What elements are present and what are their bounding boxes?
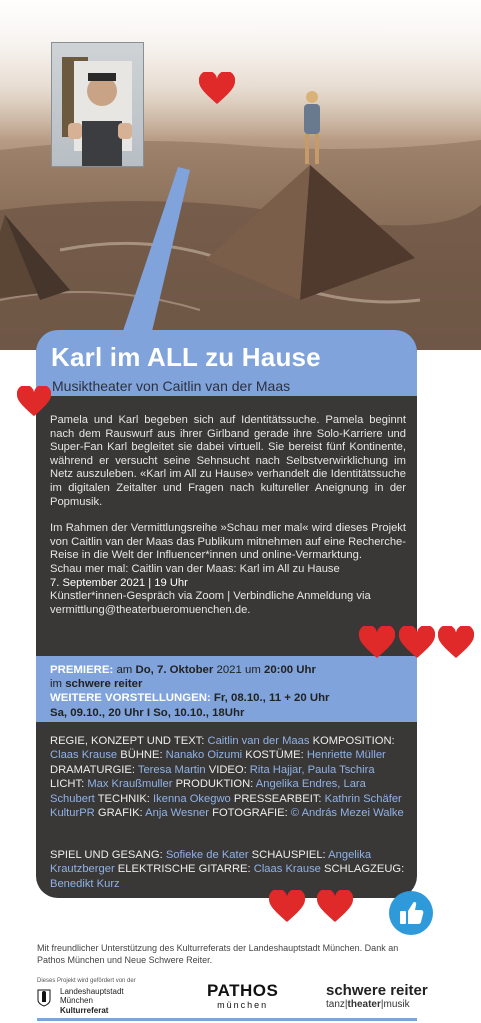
sr-tanz: tanz xyxy=(326,999,345,1010)
credit-name: © András Mezei Walke xyxy=(290,807,404,820)
more-shows-label: WEITERE VORSTELLUNGEN: xyxy=(50,692,211,705)
credit-role: PRESSEARBEIT: xyxy=(233,792,322,805)
credit-role: KOSTÜME: xyxy=(245,749,304,762)
credit-role: VIDEO: xyxy=(208,763,247,776)
credit-role: KOMPOSITION: xyxy=(312,735,395,747)
thumbs-up-icon xyxy=(389,891,433,935)
event-info: Künstler*innen-Gespräch via Zoom | Verbindliche Anmeldung via vermittlung@theaterbueromuenchen.de. xyxy=(50,590,371,616)
credit-role: BÜHNE: xyxy=(120,749,163,762)
pathos-name: PATHOS xyxy=(207,981,279,1000)
sr-theater: theater xyxy=(347,999,381,1010)
cast-role: SCHLAGZEUG: xyxy=(324,863,405,876)
description-paragraph-1: Pamela und Karl begeben sich auf Identitätssuche. Pamela beginnt nach dem Rauswurf aus ihrer Girlband gerade ihre Solo-Karriere und Super-Fan Karl begleitet sie dabei virtuell. Sie bereist fünf Kontinente, während er versucht seine Sehnsucht nach Selbstverwirklichung im Netz auszuleben. «Karl im All zu Hause» verhandelt die Identitätssuche im digitalen Zeitalter und Fragen nach kultureller Aneignung in der Popmusik. xyxy=(50,414,406,508)
venue-name: schwere reiter xyxy=(65,678,143,691)
credit-role: PRODUKTION: xyxy=(175,778,254,791)
heart-icon xyxy=(17,386,51,418)
hero-image xyxy=(0,0,481,350)
poster-title: Karl im ALL zu Hause xyxy=(51,342,321,372)
credit-name: Rita Hajjar, Paula Tschira xyxy=(249,763,375,776)
credit-name: Nanako Oizumi xyxy=(165,749,243,762)
credit-name: Teresa Martin xyxy=(137,763,206,776)
cast-role: ELEKTRISCHE GITARRE: xyxy=(117,863,251,876)
heart-icon xyxy=(317,890,353,924)
credit-name: Caitlin van der Maas xyxy=(207,735,310,747)
more-shows-2: Sa, 09.10., 20 Uhr I So, 10.10., 18Uhr xyxy=(50,706,245,719)
more-shows-1: Fr, 08.10., 11 + 20 Uhr xyxy=(213,692,330,705)
credit-name: Max Kraußmuller xyxy=(87,778,173,791)
cast-name: Angelika Krautzberger xyxy=(50,849,372,876)
premiere-time: 20:00 Uhr xyxy=(264,664,316,676)
pathos-city: münchen xyxy=(217,1000,269,1010)
cast-role: SCHAUSPIEL: xyxy=(251,849,326,861)
credit-role: DRAMATURGIE: xyxy=(50,763,135,776)
credit-name: Claas Krause xyxy=(50,749,118,762)
pathos-logo xyxy=(207,982,278,1010)
credit-role: FOTOGRAFIE: xyxy=(212,807,288,820)
heart-icon xyxy=(399,626,435,660)
sr-musik: musik xyxy=(383,999,410,1010)
schwere-reiter-logo xyxy=(326,982,428,1011)
cast-name: Claas Krause xyxy=(253,863,321,876)
event-line: Schau mer mal: Caitlin van der Maas: Karl im All zu Hause xyxy=(50,562,340,575)
poster-subtitle: Musiktheater von Caitlin van der Maas xyxy=(52,378,291,394)
portrait-photo xyxy=(51,42,144,167)
premiere-label: PREMIERE: xyxy=(50,664,114,676)
description-paragraph-2: Im Rahmen der Vermittlungsreihe »Schau mer mal« wird dieses Projekt von Caitlin van der Maas das Publikum mitnehmen auf eine Recherche-Reise in die Welt der Influencer*innen und online-Vermarktung. xyxy=(50,522,406,562)
city-line-3: Kulturreferat xyxy=(60,1005,109,1015)
credit-name: Kathrin Schäfer KulturPR xyxy=(50,792,402,820)
sr-tagline: tanz|theater|musik xyxy=(326,999,410,1010)
bottom-rule xyxy=(37,1018,417,1021)
credit-role: LICHT: xyxy=(50,778,85,791)
premiere-date: Do, 7. Oktober xyxy=(135,664,214,676)
heart-icon xyxy=(359,626,395,660)
heart-icon xyxy=(269,890,305,924)
premiere-text-1: am xyxy=(116,664,133,676)
funding-note: Dieses Projekt wird gefördert von der xyxy=(37,978,136,984)
support-text: Mit freundlicher Unterstützung des Kulturreferats der Landeshauptstadt München. Dank an Pathos München und Neue Schwere Reiter. xyxy=(37,943,399,965)
credit-role: GRAFIK: xyxy=(97,807,143,820)
city-logo-text xyxy=(60,987,124,1015)
credits-block xyxy=(50,734,406,820)
city-line-1: Landeshauptstadt xyxy=(60,987,124,996)
info-card xyxy=(36,330,417,898)
event-date: 7. September 2021 | 19 Uhr xyxy=(50,576,188,589)
cast-name: Benedikt Kurz xyxy=(50,877,120,890)
cast-name: Sofieke de Kater xyxy=(165,849,249,861)
sr-name: schwere reiter xyxy=(326,982,428,999)
description xyxy=(50,414,406,617)
heart-icon xyxy=(199,72,235,106)
city-line-2: München xyxy=(60,996,93,1006)
cast-block xyxy=(50,848,406,891)
premiere-text-2: 2021 um xyxy=(216,664,261,676)
credit-name: Ikenna Okegwo xyxy=(153,792,231,805)
premiere-box xyxy=(36,656,417,722)
credit-role: REGIE, KONZEPT UND TEXT: xyxy=(50,735,205,747)
credit-name: Henriette Müller xyxy=(306,749,386,762)
credit-name: Anja Wesner xyxy=(145,807,209,820)
heart-icon xyxy=(438,626,474,660)
credit-role: TECHNIK: xyxy=(97,792,150,805)
cast-role: SPIEL UND GESANG: xyxy=(50,849,163,861)
credit-name: Angelika Endres, Lara Schubert xyxy=(50,778,366,805)
munich-crest-icon xyxy=(37,989,51,1007)
venue-prefix: im xyxy=(50,678,63,691)
